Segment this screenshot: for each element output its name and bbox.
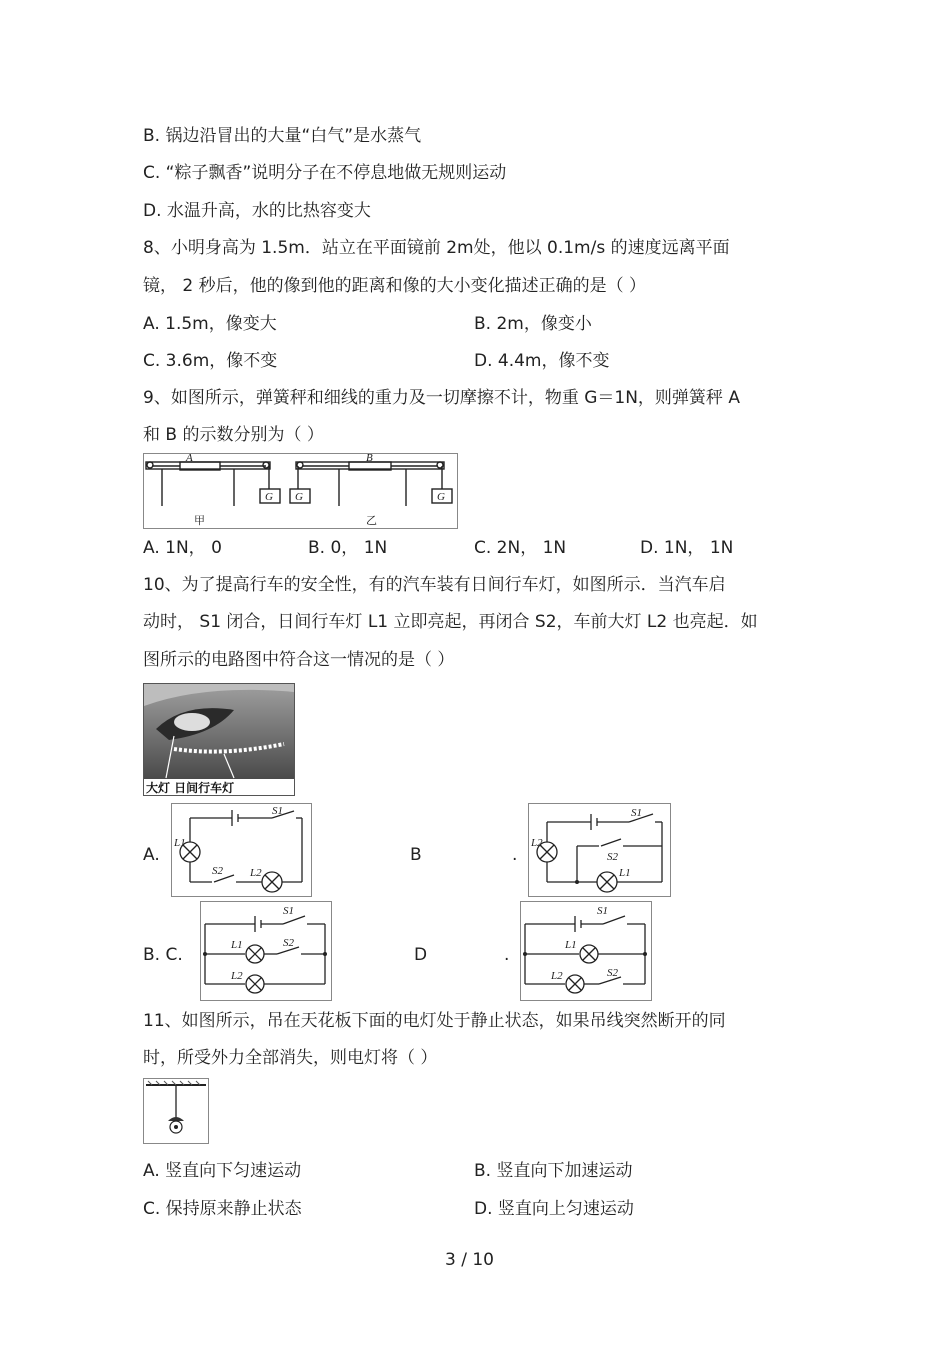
- circuit-c: [200, 901, 332, 1001]
- option-d-label: D: [414, 945, 428, 965]
- circuit-d-s2: S2: [607, 967, 618, 979]
- q8-stem-line1: 8、小明身高为 1.5m．站立在平面镜前 2m处，他以 0.1m/s 的速度远离平面: [143, 238, 730, 258]
- figure-jia-label: 甲: [194, 515, 205, 527]
- page-number: 3 / 10: [445, 1250, 494, 1270]
- q8-option-d: D. 4.4m，像不变: [474, 351, 610, 371]
- figure-yi-label: 乙: [366, 515, 377, 527]
- q8-stem-line2: 镜， 2 秒后，他的像到他的距离和像的大小变化描述正确的是（ ）: [143, 276, 647, 296]
- circuit-d-l2: L2: [551, 970, 563, 982]
- circuit-b-l1: L1: [619, 867, 631, 879]
- spring-scale-a-label: A: [186, 454, 193, 464]
- circuit-a-s1: S1: [272, 805, 283, 817]
- circuit-b-s2: S2: [607, 851, 618, 863]
- q8-option-c: C. 3.6m，像不变: [143, 351, 278, 371]
- q7-option-b: B. 锅边沿冒出的大量“白气”是水蒸气: [143, 126, 422, 146]
- circuit-c-l2: L2: [231, 970, 243, 982]
- circuit-c-l1: L1: [231, 939, 243, 951]
- q8-option-a: A. 1.5m，像变大: [143, 314, 277, 334]
- circuit-a-l1: L1: [174, 837, 186, 849]
- q9-option-d: D. 1N， 1N: [640, 538, 734, 558]
- circuit-c-s1: S1: [283, 905, 294, 917]
- circuit-c-s2: S2: [283, 937, 294, 949]
- circuit-b: [528, 803, 671, 897]
- spring-scale-figure: [143, 453, 458, 529]
- option-a-label: A.: [143, 845, 160, 865]
- q7-option-c: C. “粽子飘香”说明分子在不停息地做无规则运动: [143, 163, 507, 183]
- weight-g-label-1: G: [265, 491, 273, 503]
- q9-option-c: C. 2N， 1N: [474, 538, 567, 558]
- q11-stem-line2: 时，所受外力全部消失，则电灯将（ ）: [143, 1048, 438, 1068]
- circuit-d-l1: L1: [565, 939, 577, 951]
- circuit-a-l2: L2: [250, 867, 262, 879]
- q10-stem-line1: 10、为了提高行车的安全性，有的汽车装有日间行车灯，如图所示．当汽车启: [143, 575, 726, 595]
- q11-option-d: D. 竖直向上匀速运动: [474, 1199, 634, 1219]
- option-b-dot: .: [512, 845, 518, 865]
- q10-stem-line3: 图所示的电路图中符合这一情况的是（ ）: [143, 650, 455, 670]
- option-bc-label: B. C.: [143, 945, 183, 965]
- car-photo: [143, 683, 295, 796]
- circuit-b-s1: S1: [631, 807, 642, 819]
- circuit-b-l2: L2: [531, 837, 543, 849]
- q9-stem-line1: 9、如图所示，弹簧秤和细线的重力及一切摩擦不计，物重 G＝1N，则弹簧秤 A: [143, 388, 740, 408]
- circuit-d-s1: S1: [597, 905, 608, 917]
- q9-option-b: B. 0， 1N: [308, 538, 388, 558]
- car-photo-label: 大灯 日间行车灯: [146, 781, 235, 795]
- option-d-dot: .: [504, 945, 510, 965]
- q9-option-a: A. 1N， 0: [143, 538, 222, 558]
- circuit-a: [171, 803, 312, 897]
- q11-stem-line1: 11、如图所示，吊在天花板下面的电灯处于静止状态，如果吊线突然断开的同: [143, 1011, 726, 1031]
- circuit-d: [520, 901, 652, 1001]
- q11-option-b: B. 竖直向下加速运动: [474, 1161, 633, 1181]
- spring-scale-b-label: B: [366, 454, 373, 464]
- weight-g-label-3: G: [437, 491, 445, 503]
- q8-option-b: B. 2m，像变小: [474, 314, 592, 334]
- q10-stem-line2: 动时， S1 闭合，日间行车灯 L1 立即亮起，再闭合 S2，车前大灯 L2 也亮起．如: [143, 612, 758, 632]
- q11-option-a: A. 竖直向下匀速运动: [143, 1161, 302, 1181]
- q11-option-c: C. 保持原来静止状态: [143, 1199, 302, 1219]
- circuit-a-s2: S2: [212, 865, 223, 877]
- q9-stem-line2: 和 B 的示数分别为（ ）: [143, 425, 324, 445]
- weight-g-label-2: G: [295, 491, 303, 503]
- q7-option-d: D. 水温升高，水的比热容变大: [143, 201, 371, 221]
- option-b-label: B: [410, 845, 422, 865]
- hanging-lamp-figure: [143, 1078, 209, 1144]
